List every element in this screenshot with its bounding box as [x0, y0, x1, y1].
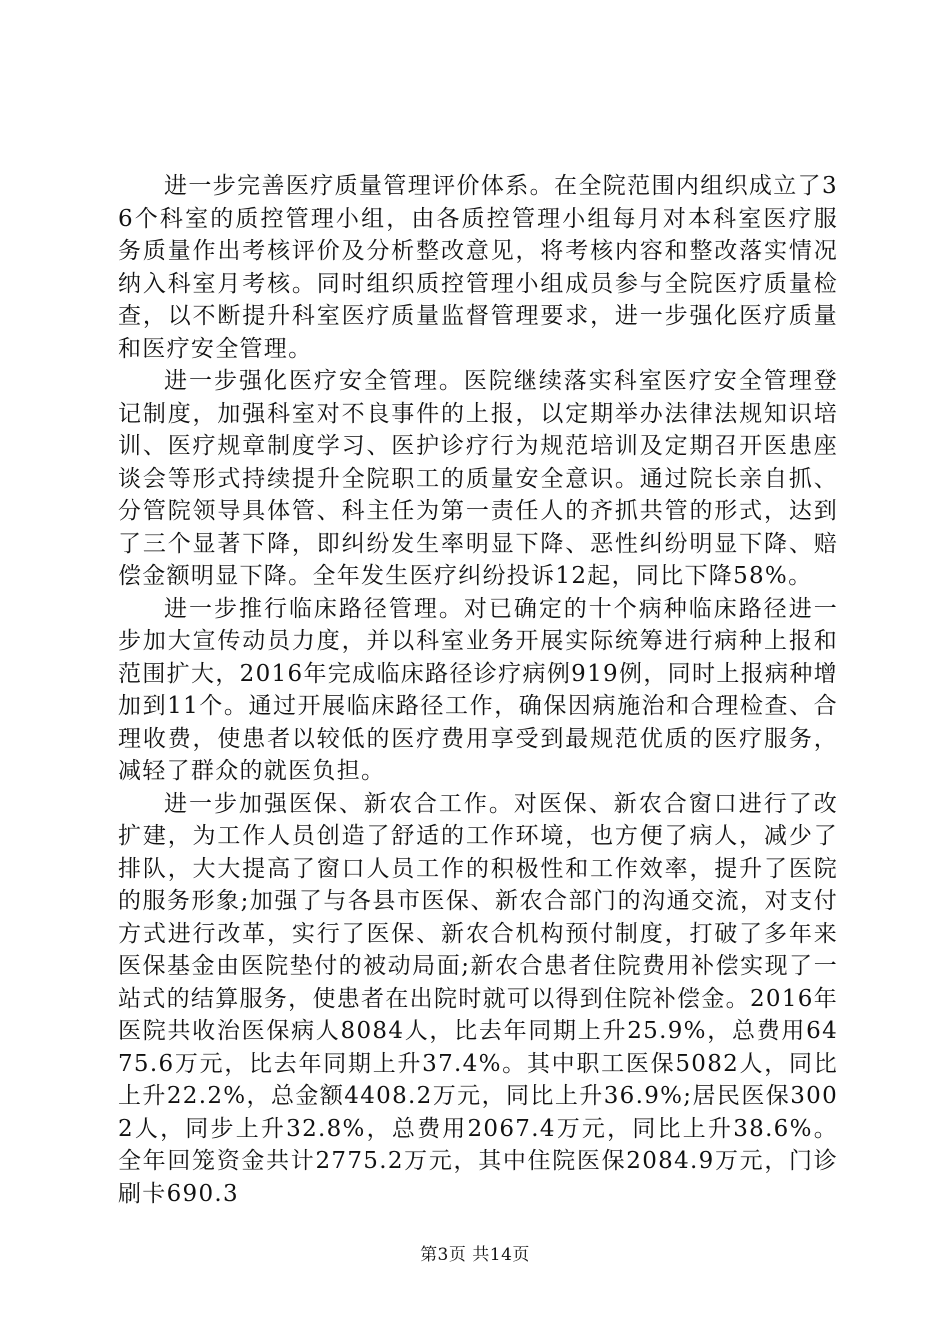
paragraph-medical-insurance: 进一步加强医保、新农合工作。对医保、新农合窗口进行了改扩建，为工作人员创造了舒适的工作环境，也方便了病人，减少了排队，大大提高了窗口人员工作的积极性和工作效率，提升了医院的服务形象;加强了与各县市医保、新农合部门的沟通交流，对支付方式进行改革，实行了医保、新农合机构预付制度，打破了多年来医保基金由医院垫付的被动局面;新农合患者住院费用补偿实现了一站式的结算服务，使患者在出院时就可以得到住院补偿金。2016年医院共收治医保病人8084人，比去年同期上升25.9%，总费用6475.6万元，比去年同期上升37.4%。其中职工医保5082人，同比上升22.2%，总金额4408.2万元，同比上升36.9%;居民医保3002人，同步上升32.8%，总费用2067.4万元，同比上升38.6%。全年回笼资金共计2775.2万元，其中住院医保2084.9万元，门诊刷卡690.3 — [118, 790, 838, 1207]
paragraph-clinical-pathway: 进一步推行临床路径管理。对已确定的十个病种临床路径进一步加大宣传动员力度，并以科室业务开展实际统筹进行病种上报和范围扩大，2016年完成临床路径诊疗病例919例，同时上报病种增加到11个。通过开展临床路径工作，确保因病施治和合理检查、合理收费，使患者以较低的医疗费用享受到最规范优质的医疗服务，减轻了群众的就医负担。 — [118, 595, 838, 784]
document-body — [118, 170, 838, 1210]
paragraph-quality-evaluation: 进一步完善医疗质量管理评价体系。在全院范围内组织成立了36个科室的质控管理小组，由各质控管理小组每月对本科室医疗服务质量作出考核评价及分析整改意见，将考核内容和整改落实情况纳入科室月考核。同时组织质控管理小组成员参与全院医疗质量检查，以不断提升科室医疗质量监督管理要求，进一步强化医疗质量和医疗安全管理。 — [118, 173, 838, 362]
paragraph-safety-management: 进一步强化医疗安全管理。医院继续落实科室医疗安全管理登记制度，加强科室对不良事件的上报，以定期举办法律法规知识培训、医疗规章制度学习、医护诊疗行为规范培训及定期召开医患座谈会等形式持续提升全院职工的质量安全意识。通过院长亲自抓、分管院领导具体管、科主任为第一责任人的齐抓共管的形式，达到了三个显著下降，即纠纷发生率明显下降、恶性纠纷明显下降、赔偿金额明显下降。全年发生医疗纠纷投诉12起，同比下降58%。 — [118, 368, 838, 589]
page-number-footer: 第3页 共14页 — [420, 1245, 530, 1265]
